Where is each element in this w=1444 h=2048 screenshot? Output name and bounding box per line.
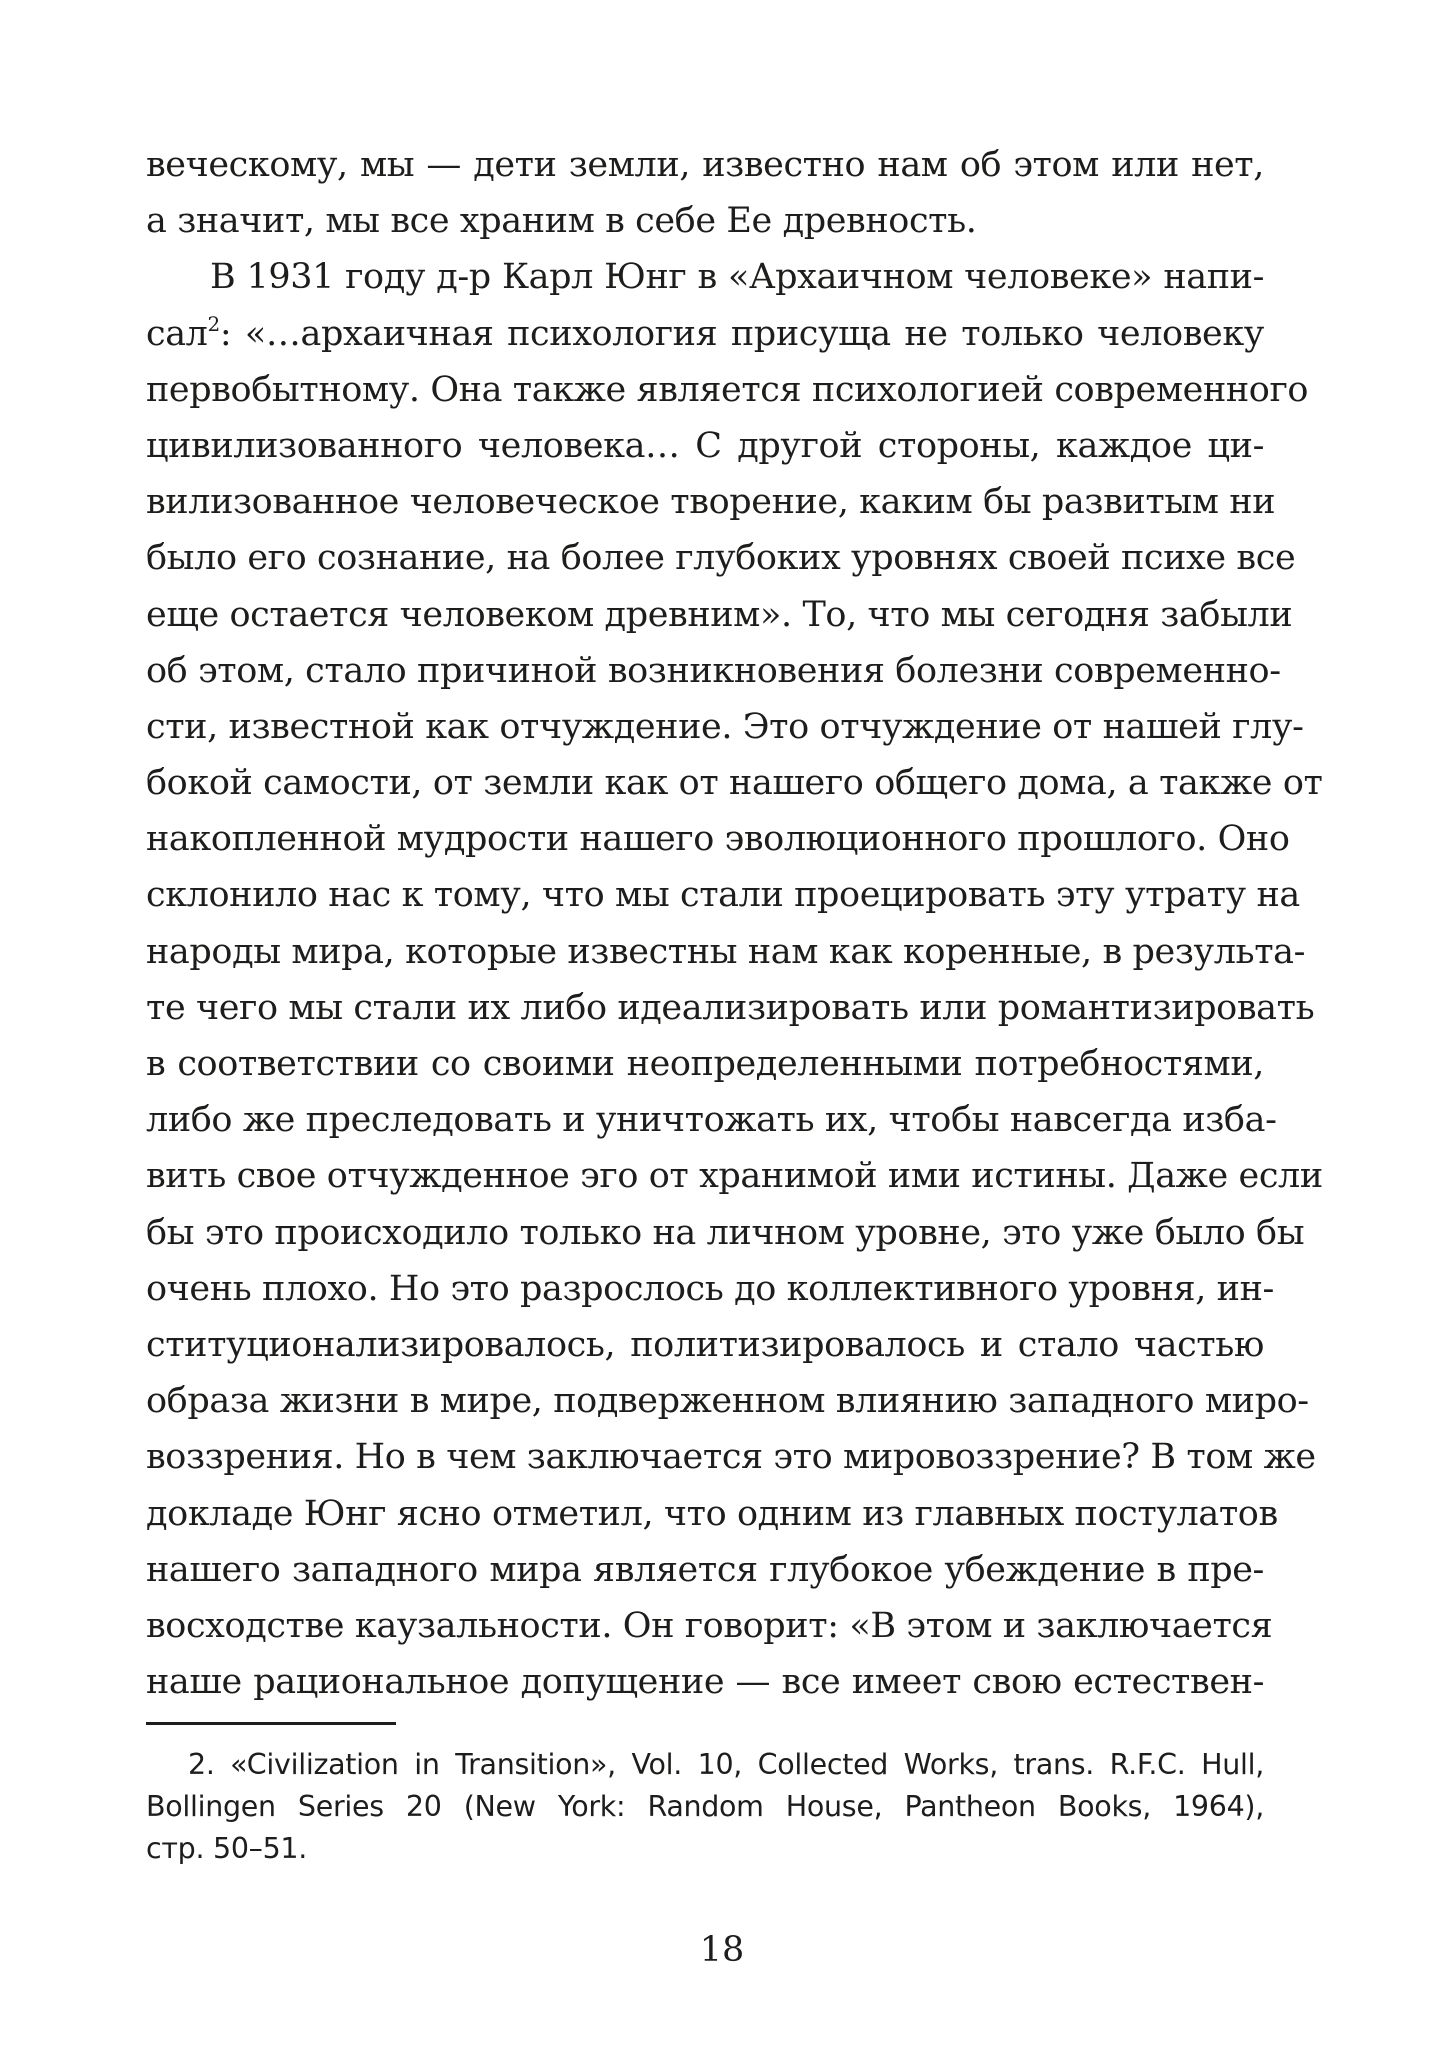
text-line: те чего мы стали их либо идеализировать или романтизировать [146,987,1315,1028]
text-line: восходстве каузальности. Он говорит: «В этом и заключается [146,1605,1273,1646]
text-line: В 1931 году д-р Карл Юнг в «Архаичном человеке» напи- [210,257,1264,298]
footnote-line: 2. «Civilization in Transition», Vol. 10, Collected Works, trans. R.F.C. Hull, [188,1748,1264,1781]
text-line: вить свое отчужденное эго от хранимой ими истины. Даже если [146,1156,1323,1197]
text-line: воззрения. Но в чем заключается это мировоззрение? В том же [146,1437,1316,1478]
footnote-line: Bollingen Series 20 (New York: Random House, Pantheon Books, 1964), [146,1790,1264,1823]
text-line: либо же преследовать и уничтожать их, чтобы навсегда изба- [146,1100,1277,1141]
text-line: наше рациональное допущение — все имеет свою естествен- [146,1662,1264,1703]
text-line: склонило нас к тому, что мы стали проецировать эту утрату на [146,875,1300,916]
text-line: а значит, мы все храним в себе Ее древность. [146,201,977,242]
text-line: веческому, мы — дети земли, известно нам об этом или нет, [146,145,1264,185]
text-line: бокой самости, от земли как от нашего общего дома, а также от [146,763,1323,804]
text-line [146,306,1264,362]
text-line: нашего западного мира является глубокое убеждение в пре- [146,1549,1264,1590]
footnote-line: стр. 50–51. [146,1832,308,1865]
text-line: накопленной мудрости нашего эволюционного прошлого. Оно [146,819,1290,860]
text-line: цивилизованного человека… С другой стороны, каждое ци- [146,425,1264,466]
text-line: бы это происходило только на личном уровне, это уже было бы [146,1212,1305,1253]
text-line: первобытному. Она также является психологией современного [146,369,1309,410]
footnote-reference: 2 [207,311,220,336]
text-line: ституционализировалось, политизировалось и стало частью [146,1324,1264,1365]
text-fragment: : «…архаичная психология присуща не только человеку [219,313,1264,354]
text-line: очень плохо. Но это разрослось до коллективного уровня, ин- [146,1268,1274,1309]
page-number: 18 [699,1930,745,1970]
main-text [146,137,1323,1710]
text-line: вилизованное человеческое творение, каким бы развитым ни [146,482,1276,523]
text-line: в соответствии со своими неопределенными потребностями, [146,1044,1264,1084]
text-line: было его сознание, на более глубоких уровнях своей психе все [146,538,1296,579]
footnote [146,1744,1264,1870]
footnote-divider [146,1722,396,1725]
text-line: докладе Юнг ясно отметил, что одним из главных постулатов [146,1493,1278,1534]
text-line: об этом, стало причиной возникновения болезни современно- [146,650,1281,691]
text-line: сти, известной как отчуждение. Это отчуждение от нашей глу- [146,706,1304,747]
text-line: народы мира, которые известны нам как коренные, в результа- [146,931,1306,972]
text-line: еще остается человеком древним». То, что мы сегодня забыли [146,594,1293,635]
text-line: образа жизни в мире, подверженном влиянию западного миро- [146,1381,1309,1422]
text-fragment: сал [146,313,208,354]
